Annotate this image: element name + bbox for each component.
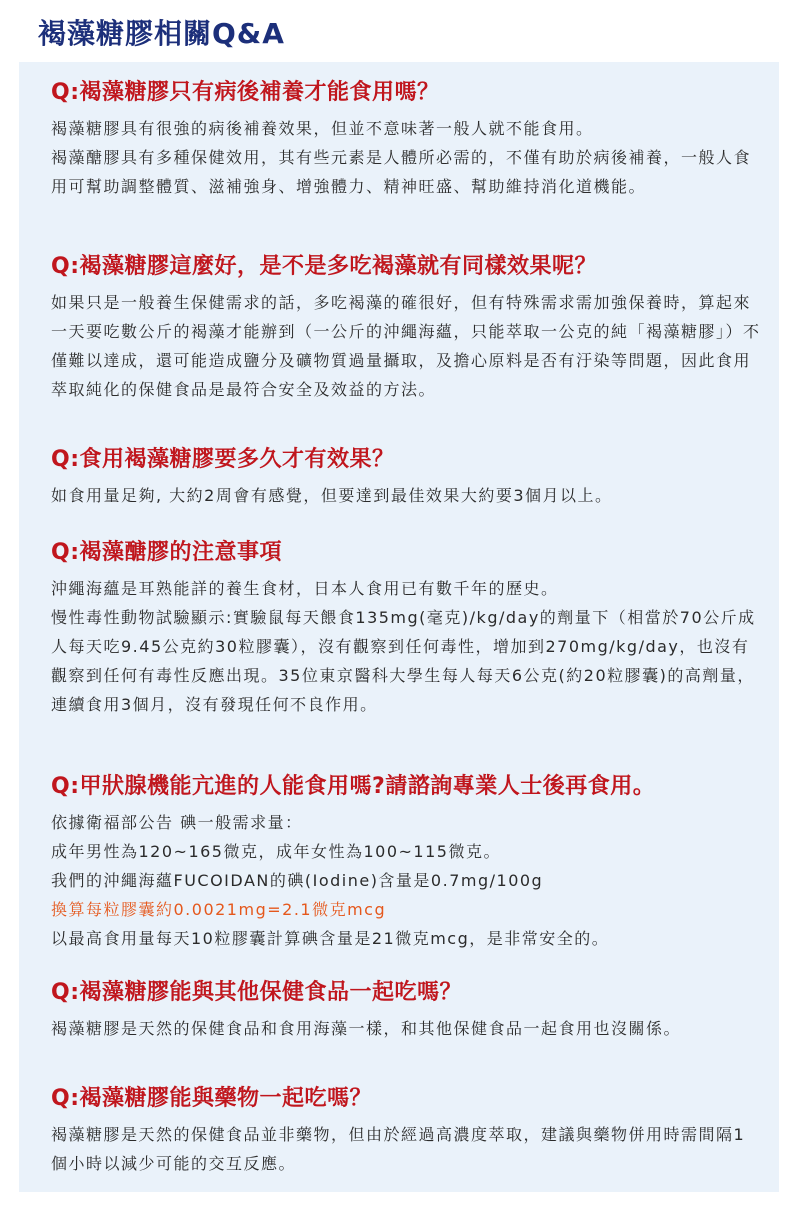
page-title: 褐藻糖膠相關Q&A xyxy=(38,17,285,50)
answer-3-line-1: 如食用量足夠, 大約2周會有感覺，但要達到最佳效果大約要3個月以上。 xyxy=(51,486,613,505)
question-2: Q:褐藻糖膠這麼好，是不是多吃褐藻就有同樣效果呢？ xyxy=(51,254,598,279)
question-1: Q:褐藻糖膠只有病後補養才能食用嗎？ xyxy=(51,80,440,105)
answer-6 xyxy=(51,1014,761,1043)
question-6: Q:褐藻糖膠能與其他保健食品一起吃嗎？ xyxy=(51,980,463,1005)
qa-item-7 xyxy=(51,1084,761,1178)
question-5: Q:甲狀腺機能亢進的人能食用嗎?請諮詢專業人士後再食用。 xyxy=(51,774,656,799)
answer-3 xyxy=(51,481,761,510)
qa-item-5 xyxy=(51,772,761,953)
qa-item-4 xyxy=(51,538,761,719)
answer-5 xyxy=(51,808,761,953)
qa-item-1 xyxy=(51,78,761,201)
answer-2 xyxy=(51,288,761,404)
answer-5-highlight-line: 換算每粒膠囊約0.0021mg=2.1微克mcg xyxy=(51,900,387,919)
answer-4-line-2: 慢性毒性動物試驗顯示:實驗鼠每天餵食135mg(毫克)/kg/day的劑量下（相當於70公斤成人每天吃9.45公克約30粒膠囊），沒有觀察到任何毒性，增加到270mg/kg/day，也沒有觀察到任何有毒性反應出現。35位東京醫科大學生每人每天6公克(約20粒膠囊)的高劑量，連續食用3個月，沒有發現任何不良作用。 xyxy=(51,608,756,714)
question-3: Q:食用褐藻糖膠要多久才有效果？ xyxy=(51,447,395,472)
answer-5-line-5: 以最高食用量每天10粒膠囊計算碘含量是21微克mcg，是非常安全的。 xyxy=(51,929,610,948)
answer-4 xyxy=(51,574,761,719)
answer-6-line-1: 褐藻糖膠是天然的保健食品和食用海藻一樣，和其他保健食品一起食用也沒關係。 xyxy=(51,1019,682,1038)
answer-1-line-1: 褐藻糖膠具有很強的病後補養效果，但並不意味著一般人就不能食用。 xyxy=(51,119,594,138)
answer-7 xyxy=(51,1120,761,1178)
answer-2-line-1: 如果只是一般養生保健需求的話，多吃褐藻的確很好，但有特殊需求需加強保養時，算起來一天要吃數公斤的褐藻才能辦到（一公斤的沖繩海蘊，只能萃取一公克的純「褐藻糖膠」）不僅難以達成，還可能造成鹽分及礦物質過量攝取，及擔心原料是否有汙染等問題，因此食用萃取純化的保健食品是最符合安全及效益的方法。 xyxy=(51,293,761,399)
answer-5-line-1: 依據衛福部公告 碘一般需求量： xyxy=(51,813,303,832)
question-4: Q:褐藻醣膠的注意事項 xyxy=(51,540,283,565)
question-7: Q:褐藻糖膠能與藥物一起吃嗎？ xyxy=(51,1086,373,1111)
qa-item-2 xyxy=(51,252,761,404)
answer-4-line-1: 沖繩海蘊是耳熟能詳的養生食材，日本人食用已有數千年的歷史。 xyxy=(51,579,559,598)
qa-item-3 xyxy=(51,445,761,510)
answer-5-line-2: 成年男性為120~165微克，成年女性為100~115微克。 xyxy=(51,842,501,861)
qa-item-6 xyxy=(51,978,761,1043)
answer-5-line-3: 我們的沖繩海蘊FUCOIDAN的碘(Iodine)含量是0.7mg/100g xyxy=(51,871,544,890)
answer-1 xyxy=(51,114,761,201)
answer-7-line-1: 褐藻糖膠是天然的保健食品並非藥物，但由於經過高濃度萃取，建議與藥物併用時需間隔1個小時以減少可能的交互反應。 xyxy=(51,1125,746,1173)
answer-1-line-2: 褐藻醣膠具有多種保健效用，其有些元素是人體所必需的，不僅有助於病後補養，一般人食用可幫助調整體質、滋補強身、增強體力、精神旺盛、幫助維持消化道機能。 xyxy=(51,148,752,196)
